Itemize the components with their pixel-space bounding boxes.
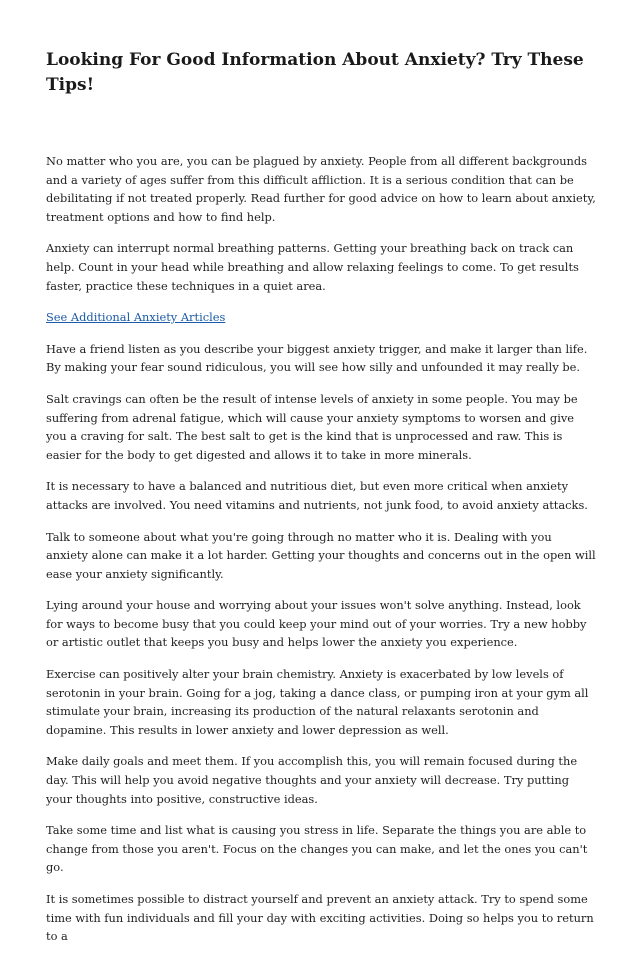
document-page <box>46 0 596 959</box>
page-title: Looking For Good Information About Anxiety? Try These Tips! <box>46 50 584 95</box>
additional-articles-link[interactable]: See Additional Anxiety Articles <box>46 310 226 325</box>
paragraph-9: Make daily goals and meet them. If you accomplish this, you will remain focused during the day. This will help you avoid negative thoughts and your anxiety will decrease. Try putting your thoughts into positive, constructive ideas. <box>46 754 578 806</box>
paragraph-5: It is necessary to have a balanced and nutritious diet, but even more critical when anxiety attacks are involved. You need vitamins and nutrients, not junk food, to avoid anxiety attacks. <box>46 479 588 512</box>
article-body <box>46 152 596 946</box>
paragraph-11: It is sometimes possible to distract yourself and prevent an anxiety attack. Try to spend some time with fun individuals and fill your day with exciting activities. Doing so helps you to return to a <box>46 892 594 944</box>
link-paragraph <box>46 308 596 327</box>
paragraph-3: Have a friend listen as you describe your biggest anxiety trigger, and make it larger than life. By making your fear sound ridiculous, you will see how silly and unfounded it may really be. <box>46 341 588 375</box>
paragraph-4: Salt cravings can often be the result of intense levels of anxiety in some people. You may be suffering from adrenal fatigue, which will cause your anxiety symptoms to worsen and give you a craving for salt. The best salt to get is the kind that is unprocessed and raw. This is easier for the body to get digested and allows it to take in more minerals. <box>46 391 578 462</box>
paragraph-2: Anxiety can interrupt normal breathing patterns. Getting your breathing back on track can help. Count in your head while breathing and allow relaxing feelings to come. To get results faster, practice these techniques in a quiet area. <box>46 241 579 293</box>
paragraph-1: No matter who you are, you can be plagued by anxiety. People from all different backgrounds and a variety of ages suffer from this difficult affliction. It is a serious condition that can be debilitating if not treated properly. Read further for good advice on how to learn about anxiety, treatment options and how to find help. <box>46 154 596 224</box>
paragraph-6: Talk to someone about what you're going through no matter who it is. Dealing with you anxiety alone can make it a lot harder. Getting your thoughts and concerns out in the open will ease your anxiety significantly. <box>46 529 596 581</box>
paragraph-8: Exercise can positively alter your brain chemistry. Anxiety is exacerbated by low levels of serotonin in your brain. Going for a jog, taking a dance class, or pumping iron at your gym all stimulate your brain, increasing its production of the natural relaxants serotonin and dopamine. This results in lower anxiety and lower depression as well. <box>46 667 589 737</box>
paragraph-7: Lying around your house and worrying about your issues won't solve anything. Instead, look for ways to become busy that you could keep your mind out of your worries. Try a new hobby or artistic outlet that keeps you busy and helps lower the anxiety you experience. <box>46 598 587 650</box>
paragraph-10: Take some time and list what is causing you stress in life. Separate the things you are able to change from those you aren't. Focus on the changes you can make, and let the ones you can't go. <box>46 823 588 875</box>
